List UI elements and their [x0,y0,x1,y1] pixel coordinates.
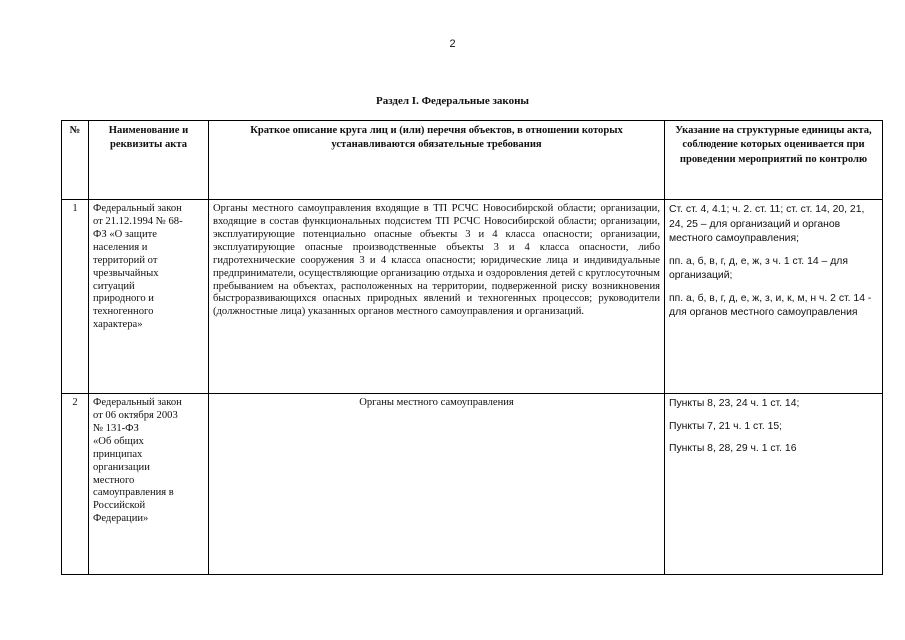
structural-unit-item: Ст. ст. 4, 4.1; ч. 2. ст. 11; ст. ст. 14, 20, 21, 24, 25 – для организаций и органов местного самоуправления; [669,204,865,245]
act-name-line: чрезвычайных [93,267,159,279]
description-cell: Органы местного самоуправления входящие в ТП РСЧС Новосибирской области; организации, входящие в состав функциональных подсистем ТП РСЧС Новосибирской области; организации, эксплуатирующие потенциально опасные объекты 3 и 4 класса опасности; организации, эксплуатирующие опасные производственные объекты 3 и 4 класса опасности, либо гидротехнические сооружения 3 и 4 класса опасности; юридические лица и индивидуальные предприниматели, осуществляющие организацию отдыха и оздоровления детей с круглосуточным пребыванием на объектах, расположенных на территории, подверженной риску возникновения быстроразвивающихся опасных природных явлений и техногенных процессов; руководители (должностные лица) указанных органов местного самоуправления и организаций. [209,200,665,394]
act-name-cell [89,394,209,575]
row-number: 1 [62,200,89,394]
page-number: 2 [449,38,456,50]
table-header-row [62,121,883,200]
structural-units-cell [665,200,883,394]
act-name-line: № 131-ФЗ [93,422,139,434]
act-name-line: ситуаций [93,280,135,292]
act-name-line: ФЗ «О защите [93,228,157,240]
structural-unit-item: пп. а, б, в, г, д, е, ж, з, и, к, м, н ч. 2 ст. 14 - для органов местного самоуправления [669,292,872,319]
act-name-line: от 21.12.1994 № 68- [93,215,183,227]
structural-unit-item: пп. а, б, в, г, д, е, ж, з ч. 1 ст. 14 – для организаций; [669,255,848,282]
act-name-line: Федеральный закон [93,203,182,214]
act-name-line: «Об общих [93,435,144,447]
act-name-line: местного [93,474,135,486]
act-name-line: самоуправления в [93,487,174,499]
table-row [62,200,883,394]
structural-unit-item: Пункты 7, 21 ч. 1 ст. 15; [669,420,783,432]
act-name-cell [89,200,209,394]
act-name-line: принципах [93,448,143,460]
header-act-name: Наименование и реквизиты акта [89,121,209,200]
act-name-line: природного и [93,293,154,305]
structural-unit-item: Пункты 8, 28, 29 ч. 1 ст. 16 [669,443,797,455]
description-cell: Органы местного самоуправления [209,394,665,575]
act-name-line: населения и [93,241,148,253]
header-description: Краткое описание круга лиц и (или) перечня объектов, в отношении которых устанавливаются обязательные требования [209,121,665,200]
header-structural-units: Указание на структурные единицы акта, соблюдение которых оценивается при проведении мероприятий по контролю [665,121,883,200]
act-name-line: Федеральный закон [93,397,182,408]
act-name-line: характера» [93,319,143,331]
section-title: Раздел I. Федеральные законы [375,95,530,107]
federal-laws-table [61,120,883,575]
structural-units-cell [665,394,883,575]
header-number: № [62,121,89,200]
act-name-line: организации [93,461,150,473]
row-number: 2 [62,394,89,575]
table-row [62,394,883,575]
act-name-line: от 06 октября 2003 [93,409,178,421]
act-name-line: Российской [93,500,146,512]
act-name-line: техногенного [93,306,154,318]
structural-unit-item: Пункты 8, 23, 24 ч. 1 ст. 14; [669,398,800,409]
act-name-line: Федерации» [93,513,149,525]
act-name-line: территорий от [93,254,158,266]
